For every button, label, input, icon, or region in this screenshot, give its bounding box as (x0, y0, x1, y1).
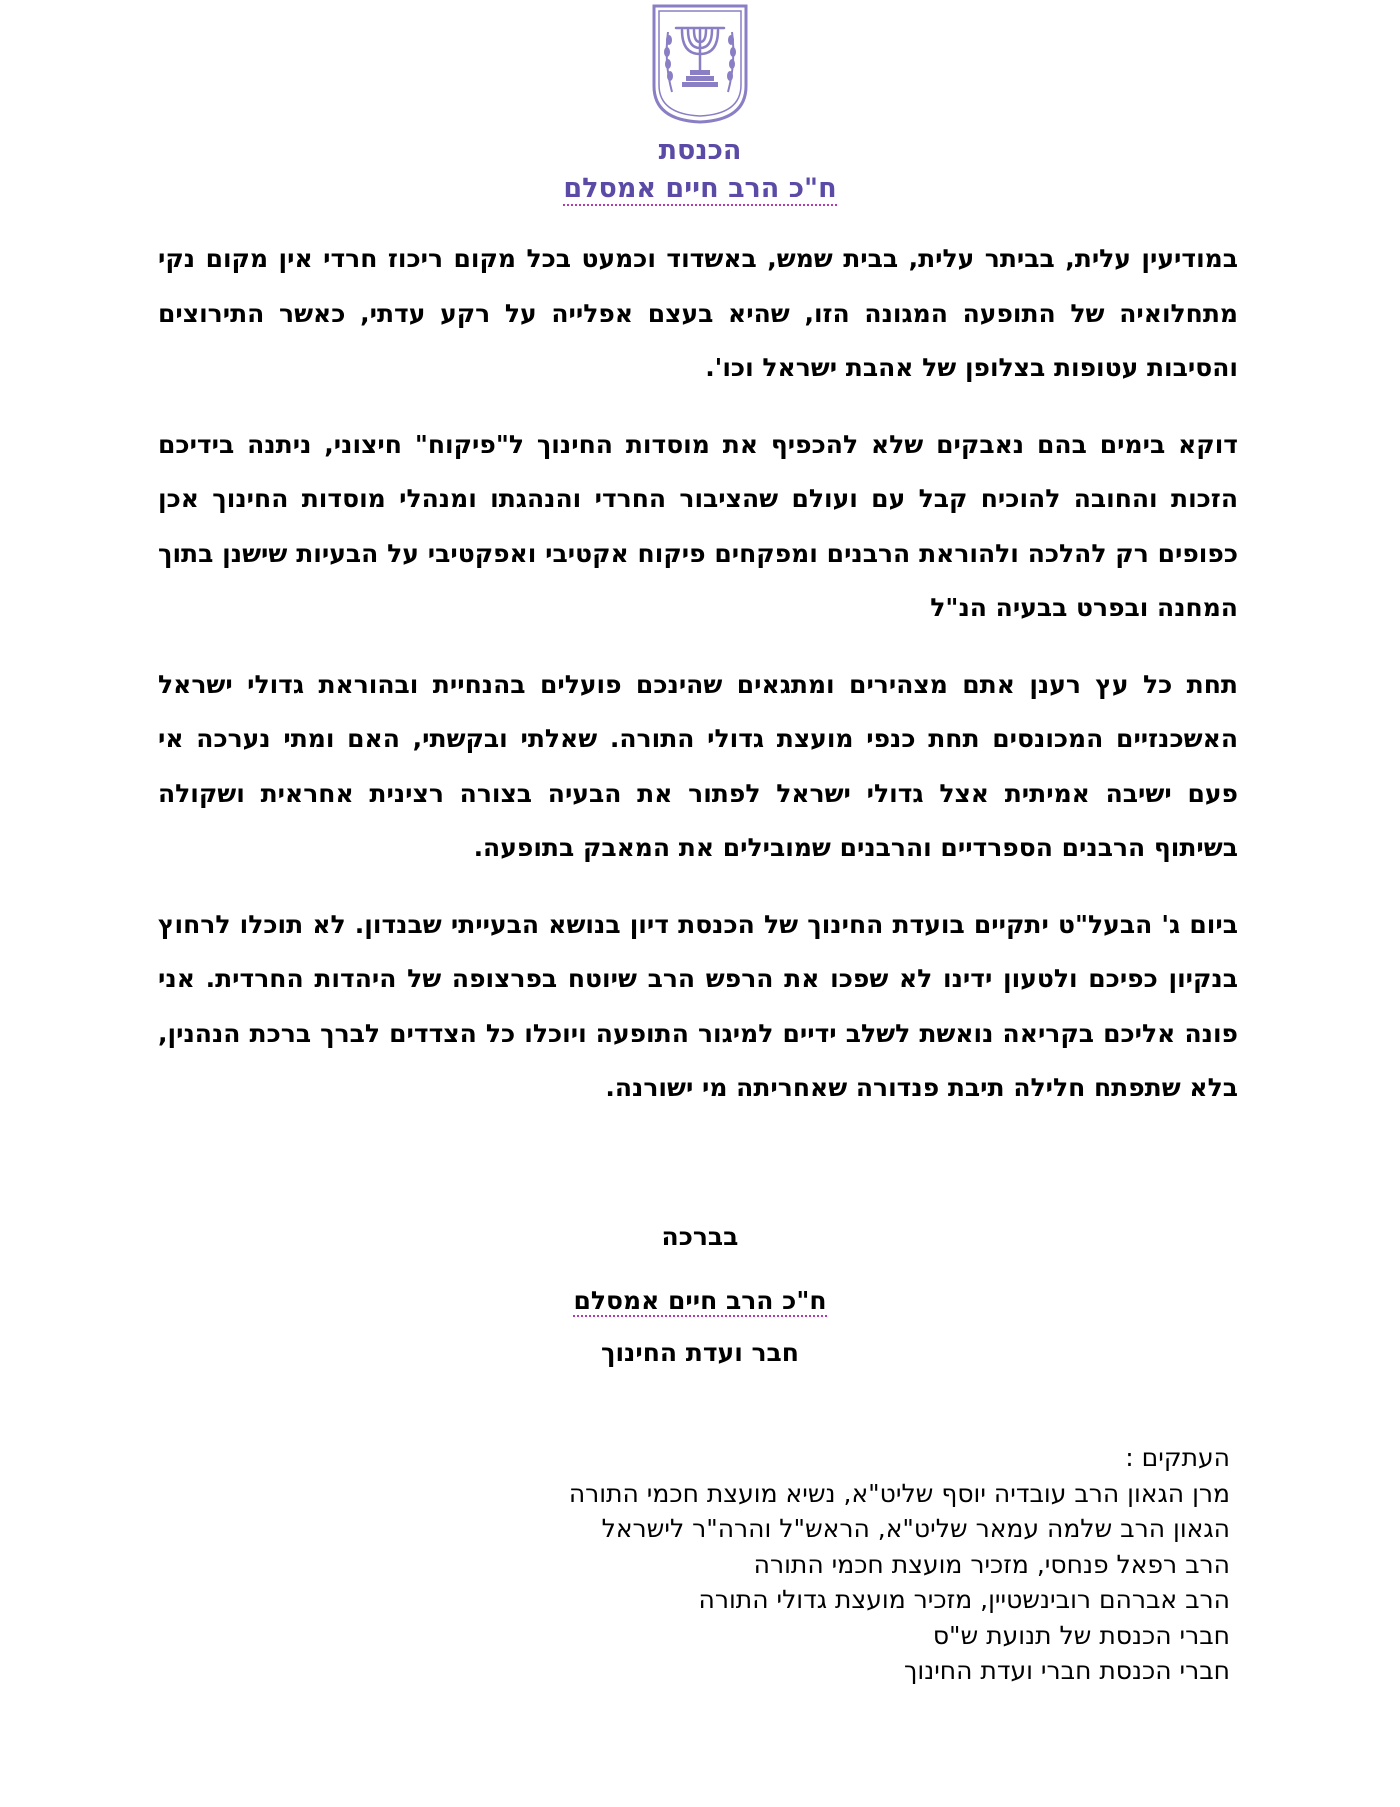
copies-recipient: חברי הכנסת של תנועת ש"ס (932, 1620, 1230, 1650)
paragraph-2: דוקא בימים בהם נאבקים שלא להכפיף את מוסדות החינוך ל"פיקוח" חיצוני, ניתנה בידיכם הזכות והחובה להוכיח קבל עם ועולם שהציבור החרדי והנהגתו ומנהלי מוסדות החינוך אכן כפופים רק להלכה ולהוראת הרבנים ומפקחים פיקוח אקטיבי ואפקטיבי על הבעיות שישנן בתוך המחנה ובפרט בבעיה הנ"ל (158, 429, 1238, 622)
closing-block (0, 1220, 1400, 1370)
signature-role: חבר ועדת החינוך (601, 1338, 799, 1367)
org-name: הכנסת (658, 135, 742, 166)
copies-heading: העתקים : (1125, 1443, 1230, 1472)
paragraph-4: ביום ג' הבעל"ט יתקיים בועדת החינוך של הכנסת דיון בנושא הבעייתי שבנדון. לא תוכלו לרחוץ בנקיון כפיכם ולטעון ידינו לא שפכו את הרפש הרב שיוטח בפרצופה של היהדות החרדית. אני פונה אליכם בקריאה נואשת לשלב ידיים למיגור התופעה ויוכלו כל הצדדים לברך ברכת הנהנין, בלא שתפתח חלילה תיבת פנדורה שאחריתה מי ישורנה. (158, 909, 1238, 1102)
copies-recipient: מרן הגאון הרב עובדיה יוסף שליט"א, נשיא מועצת חכמי התורה (568, 1478, 1230, 1508)
signature-name-text: ח"כ הרב חיים אמסלם (573, 1286, 827, 1315)
closing-greeting: בברכה (661, 1222, 739, 1251)
letter-body (158, 232, 1238, 1116)
copies-recipient: חברי הכנסת חברי ועדת החינוך (903, 1656, 1230, 1685)
copies-recipient: הרב רפאל פנחסי, מזכיר מועצת חכמי התורה (753, 1549, 1230, 1579)
paragraph-3: תחת כל עץ רענן אתם מצהירים ומתגאים שהינכם פועלים בהנחיית ובהוראת גדולי ישראל האשכנזיים המכונסים תחת כנפי מועצת גדולי התורה. שאלתי ובקשתי, האם ומתי נערכה אי פעם ישיבה אמיתית אצל גדולי ישראל לפתור את הבעיה בצורה רצינית אחראית ושקולה בשיתוף הרבנים הספרדיים והרבנים שמובילים את המאבק בתופעה. (158, 669, 1238, 862)
mk-name-text: ח"כ הרב חיים אמסלם (563, 173, 837, 204)
signature-name (0, 1284, 1400, 1318)
knesset-menorah-emblem-icon (650, 2, 750, 126)
copies-list (330, 1440, 1230, 1689)
copies-recipient: הרב אברהם רובינשטיין, מזכיר מועצת גדולי התורה (698, 1585, 1230, 1614)
copies-recipient: הגאון הרב שלמה עמאר שליט"א, הראש"ל והרה"ר לישראל (601, 1514, 1230, 1543)
letterhead (0, 2, 1400, 206)
mk-name (0, 172, 1400, 206)
paragraph-1: במודיעין עלית, בביתר עלית, בבית שמש, באשדוד וכמעט בכל מקום ריכוז חרדי אין מקום נקי מתחלואיה של התופעה המגונה הזו, שהיא בעצם אפלייה על רקע עדתי, כאשר התירוצים והסיבות עטופות בצלופן של אהבת ישראל וכו'. (158, 244, 1238, 382)
